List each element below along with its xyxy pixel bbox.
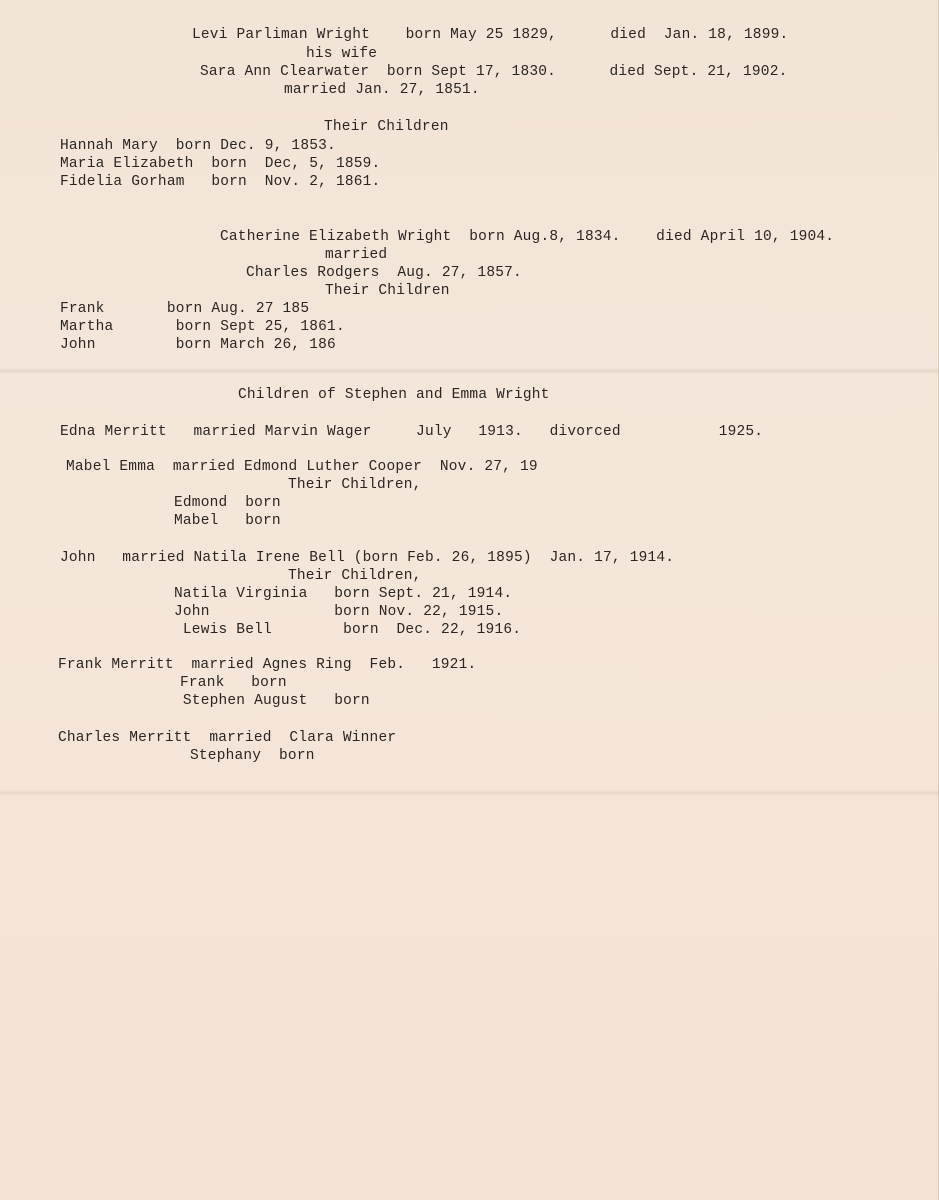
list-item: Stephen August born	[174, 693, 370, 709]
charles-merritt-line: Charles Merritt married Clara Winner	[58, 730, 397, 746]
list-item: Edmond born	[174, 495, 281, 511]
page-fold	[0, 368, 939, 374]
catherine-married: married	[325, 247, 388, 263]
catherine-children-heading: Their Children	[325, 283, 450, 299]
list-item: John born Nov. 22, 1915.	[174, 604, 504, 620]
catherine-line: Catherine Elizabeth Wright born Aug.8, 1834. died April 10, 1904.	[220, 229, 835, 245]
stephen-heading: Children of Stephen and Emma Wright	[238, 387, 550, 403]
charles-rodgers-line: Charles Rodgers Aug. 27, 1857.	[246, 265, 522, 281]
list-item: Fidelia Gorham born Nov. 2, 1861.	[60, 174, 381, 190]
page-fold	[0, 790, 939, 796]
list-item: Martha born Sept 25, 1861.	[60, 319, 345, 335]
list-item: Frank born Aug. 27 185	[60, 301, 310, 317]
list-item: John born March 26, 186	[60, 337, 336, 353]
edna-line: Edna Merritt married Marvin Wager July 1913. divorced 1925.	[60, 424, 764, 440]
list-item: Natila Virginia born Sept. 21, 1914.	[174, 586, 513, 602]
sara-line: Sara Ann Clearwater born Sept 17, 1830. died Sept. 21, 1902.	[200, 64, 788, 80]
list-item: Stephany born	[190, 748, 315, 764]
levi-children-heading: Their Children	[324, 119, 449, 135]
mabel-children-heading: Their Children,	[288, 477, 422, 493]
list-item: Hannah Mary born Dec. 9, 1853.	[60, 138, 336, 154]
levi-line: Levi Parliman Wright born May 25 1829, died Jan. 18, 1899.	[192, 27, 789, 43]
list-item: Mabel born	[174, 513, 281, 529]
levi-married-line: married Jan. 27, 1851.	[284, 82, 480, 98]
frank-merritt-line: Frank Merritt married Agnes Ring Feb. 1921.	[58, 657, 477, 673]
mabel-line: Mabel Emma married Edmond Luther Cooper Nov. 27, 19	[66, 459, 538, 475]
john-line: John married Natila Irene Bell (born Feb. 26, 1895) Jan. 17, 1914.	[60, 550, 675, 566]
list-item: Frank born	[180, 675, 287, 691]
list-item: Lewis Bell born Dec. 22, 1916.	[174, 622, 522, 638]
list-item: Maria Elizabeth born Dec, 5, 1859.	[60, 156, 381, 172]
john-children-heading: Their Children,	[288, 568, 422, 584]
levi-his-wife: his wife	[306, 46, 378, 62]
